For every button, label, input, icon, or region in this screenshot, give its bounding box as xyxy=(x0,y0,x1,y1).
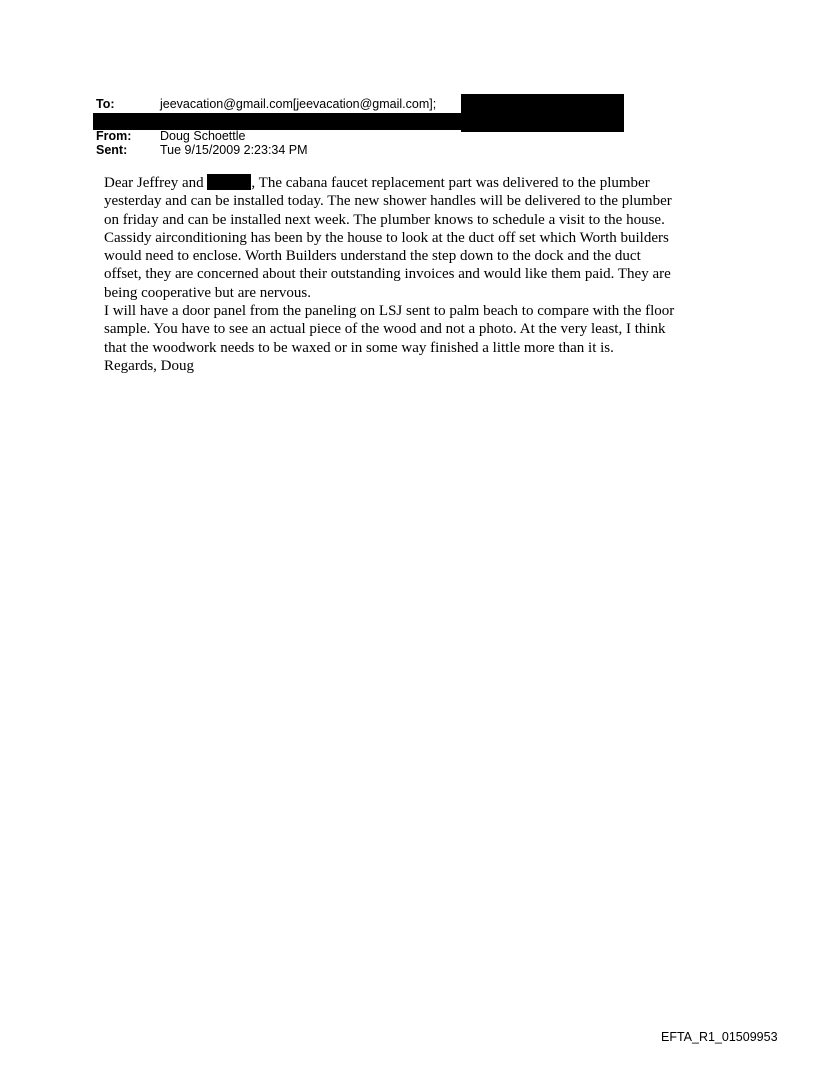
body-line: would need to enclose. Worth Builders understand the step down to the dock and the duct xyxy=(104,248,641,265)
redaction-to-extra xyxy=(461,94,624,132)
redaction-name xyxy=(207,174,251,190)
body-line: being cooperative but are nervous. xyxy=(104,284,312,301)
from-value: Doug Schoettle xyxy=(160,129,246,143)
body-line: Cassidy airconditioning has been by the house to look at the duct off set which Worth builders xyxy=(104,229,669,246)
body-line1-rest: , The cabana faucet replacement part was delivered to the plumber xyxy=(251,175,650,191)
document-id: EFTA_R1_01509953 xyxy=(661,1030,778,1044)
body-line: offset, they are concerned about their outstanding invoices and would like them paid. They are xyxy=(104,266,671,283)
redaction-to-line2 xyxy=(93,113,463,130)
body-line: that the woodwork needs to be waxed or in some way finished a little more than it is. xyxy=(104,339,614,356)
signature-line: Regards, Doug xyxy=(104,357,194,374)
body-line: yesterday and can be installed today. The new shower handles will be delivered to the plumber xyxy=(104,193,672,210)
email-header xyxy=(0,0,816,170)
body-line: on friday and can be installed next week. The plumber knows to schedule a visit to the house. xyxy=(104,211,665,228)
sent-label: Sent: xyxy=(96,143,128,157)
body-line xyxy=(104,174,744,192)
body-line: I will have a door panel from the paneling on LSJ sent to palm beach to compare with the floor xyxy=(104,303,675,320)
body-line: sample. You have to see an actual piece of the wood and not a photo. At the very least, I think xyxy=(104,321,666,338)
email-body xyxy=(104,174,744,375)
sent-value: Tue 9/15/2009 2:23:34 PM xyxy=(160,143,308,157)
to-value: jeevacation@gmail.com[jeevacation@gmail.com]; xyxy=(160,97,437,111)
to-label: To: xyxy=(96,97,115,111)
greeting-text: Dear Jeffrey and xyxy=(104,175,208,191)
from-label: From: xyxy=(96,129,132,143)
